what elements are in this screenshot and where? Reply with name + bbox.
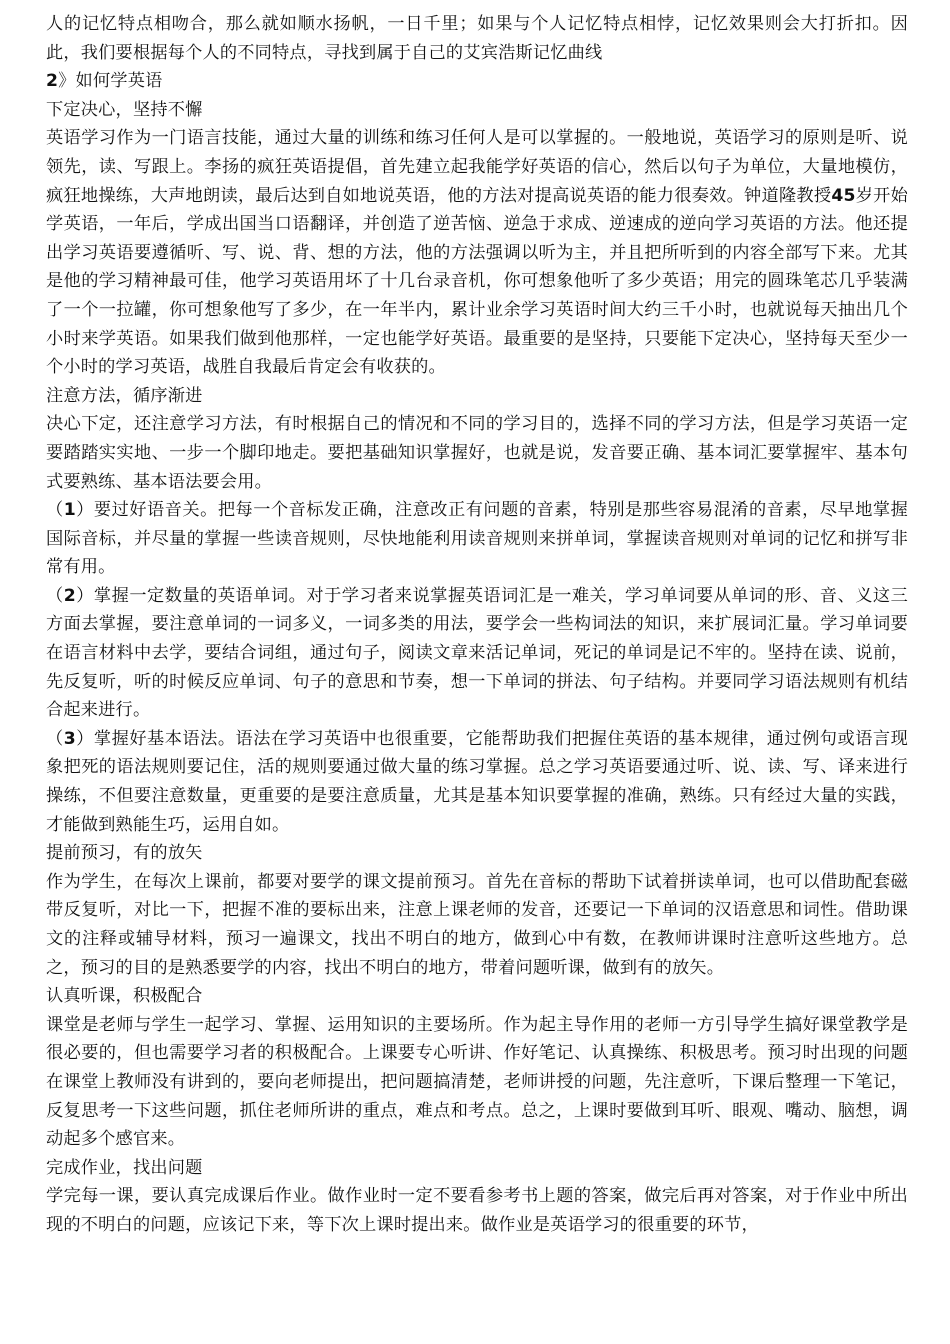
item-text: ）掌握好基本语法。语法在学习英语中也很重要，它能帮助我们把握住英语的基本规律，通过例句或语言现象把死的语法规则要记住，活的规则要通过做大量的练习掌握。总之学习英语要通过听、说、读、写、译来进行操练，不但要注意数量，更重要的是要注意质量，尤其是基本知识要掌握的准确，熟练。只有经过大量的实践，才能做到熟能生巧，运用自如。 [46,728,909,835]
subheading-listen: 认真听课，积极配合 [46,986,203,1007]
subheading-method: 注意方法，循序渐进 [46,385,203,406]
item-text: ）掌握一定数量的英语单词。对于学习者来说掌握英语词汇是一难关，学习单词要从单词的形、音、义这三方面去掌握，要注意单词的一词多义，一词多类的用法，要学会一些构词法的知识，来扩展词汇量。学习单词要在语言材料中去学，要结合词组，通过句子，阅读文章来活记单词，死记的单词是记不牢的。坚持在读、说前，先反复听，听的时候反应单词、句子的意思和节奏，想一下单词的拼法、句子结构。并要同学习语法规则有机结合起来进行。 [46,585,909,721]
list-item-vocabulary [46,582,908,725]
paragraph-listen: 课堂是老师与学生一起学习、掌握、运用知识的主要场所。作为起主导作用的老师一方引导学生搞好课堂教学是很必要的，但也需要学习者的积极配合。上课要专心听讲、作好笔记、认真操练、积极思考。预习时出现的问题在课堂上教师没有讲到的，要向老师提出，把问题搞清楚，老师讲授的问题，先注意听，下课后整理一下笔记，反复思考一下这些问题，抓住老师所讲的重点，难点和考点。总之，上课时要做到耳听、眼观、嘴动、脑想，调动起多个感官来。 [46,1014,908,1150]
section-heading [46,67,908,96]
item-number: 2 [63,585,76,606]
paren-open: （ [46,500,64,521]
list-item-grammar [46,725,908,839]
section-title: 》如何学英语 [58,71,163,92]
paragraph-preview: 作为学生，在每次上课前，都要对要学的课文提前预习。首先在音标的帮助下试着拼读单词，也可以借助配套磁带反复听，对比一下，把握不准的要标出来，注意上课老师的发音，还要记一下单词的汉语意思和词性。借助课文的注释或辅导材料，预习一遍课文，找出不明白的地方，做到心中有数，在教师讲课时注意听这些地方。总之，预习的目的是熟悉要学的内容，找出不明白的地方，带着问题听课，做到有的放矢。 [46,871,908,978]
subheading-determination: 下定决心，坚持不懈 [46,99,203,120]
paragraph-determination [46,124,908,381]
item-text: ）要过好语音关。把每一个音标发正确，注意改正有问题的音素，特别是那些容易混淆的音素，尽早地掌握国际音标，并尽量的掌握一些读音规则，尽快地能利用读音规则来拼单词，掌握读音规则对单词的记忆和拼写非常有用。 [46,500,909,578]
item-number: 1 [63,500,76,521]
subheading-preview: 提前预习，有的放矢 [46,843,203,864]
item-number: 3 [63,728,76,749]
document-page [46,10,908,1240]
paragraph-method: 决心下定，还注意学习方法，有时根据自己的情况和不同的学习目的，选择不同的学习方法，但是学习英语一定要踏踏实实地、一步一个脚印地走。要把基础知识掌握好，也就是说，发音要正确、基本词汇要掌握牢、基本句式要熟练、基本语法要会用。 [46,414,908,492]
paragraph-text: 英语学习作为一门语言技能，通过大量的训练和练习任何人是可以掌握的。一般地说，英语学习的原则是听、说领先，读、写跟上。李扬的疯狂英语提倡，首先建立起我能学好英语的信心，然后以句子为单位，大量地模仿，疯狂地操练，大声地朗读，最后达到自如地说英语，他的方法对提高说英语的能力很奏效。钟道隆教授 [46,128,908,206]
paragraph-homework: 学完每一课，要认真完成课后作业。做作业时一定不要看参考书上题的答案，做完后再对答案，对于作业中所出现的不明白的问题，应该记下来，等下次上课时提出来。做作业是英语学习的很重要的环节， [46,1186,908,1235]
section-number: 2 [46,71,59,92]
paragraph-text: 岁开始学英语，一年后，学成出国当口语翻译，并创造了逆苦恼、逆急于求成、逆速成的逆向学习英语的方法。他还提出学习英语要遵循听、写、说、背、想的方法，他的方法强调以听为主，并且把所听到的内容全部写下来。尤其是他的学习精神最可佳，他学习英语用坏了十几台录音机，你可想象他听了多少英语；用完的圆珠笔芯几乎装满了一个一拉罐，你可想象他写了多少，在一年半内，累计业余学习英语时间大约三千小时，也就说每天抽出几个小时来学英语。如果我们做到他那样，一定也能学好英语。最重要的是坚持，只要能下定决心，坚持每天至少一个小时的学习英语，战胜自我最后肯定会有收获的。 [46,185,908,378]
paren-open: （ [46,585,64,606]
list-item-pronunciation [46,496,908,582]
subheading-homework: 完成作业，找出问题 [46,1157,203,1178]
intro-paragraph: 人的记忆特点相吻合，那么就如顺水扬帆，一日千里；如果与个人记忆特点相悖，记忆效果则会大打折扣。因此，我们要根据每个人的不同特点，寻找到属于自己的艾宾浩斯记忆曲线 [46,14,908,63]
paren-open: （ [46,728,64,749]
age-number: 45 [831,185,856,206]
